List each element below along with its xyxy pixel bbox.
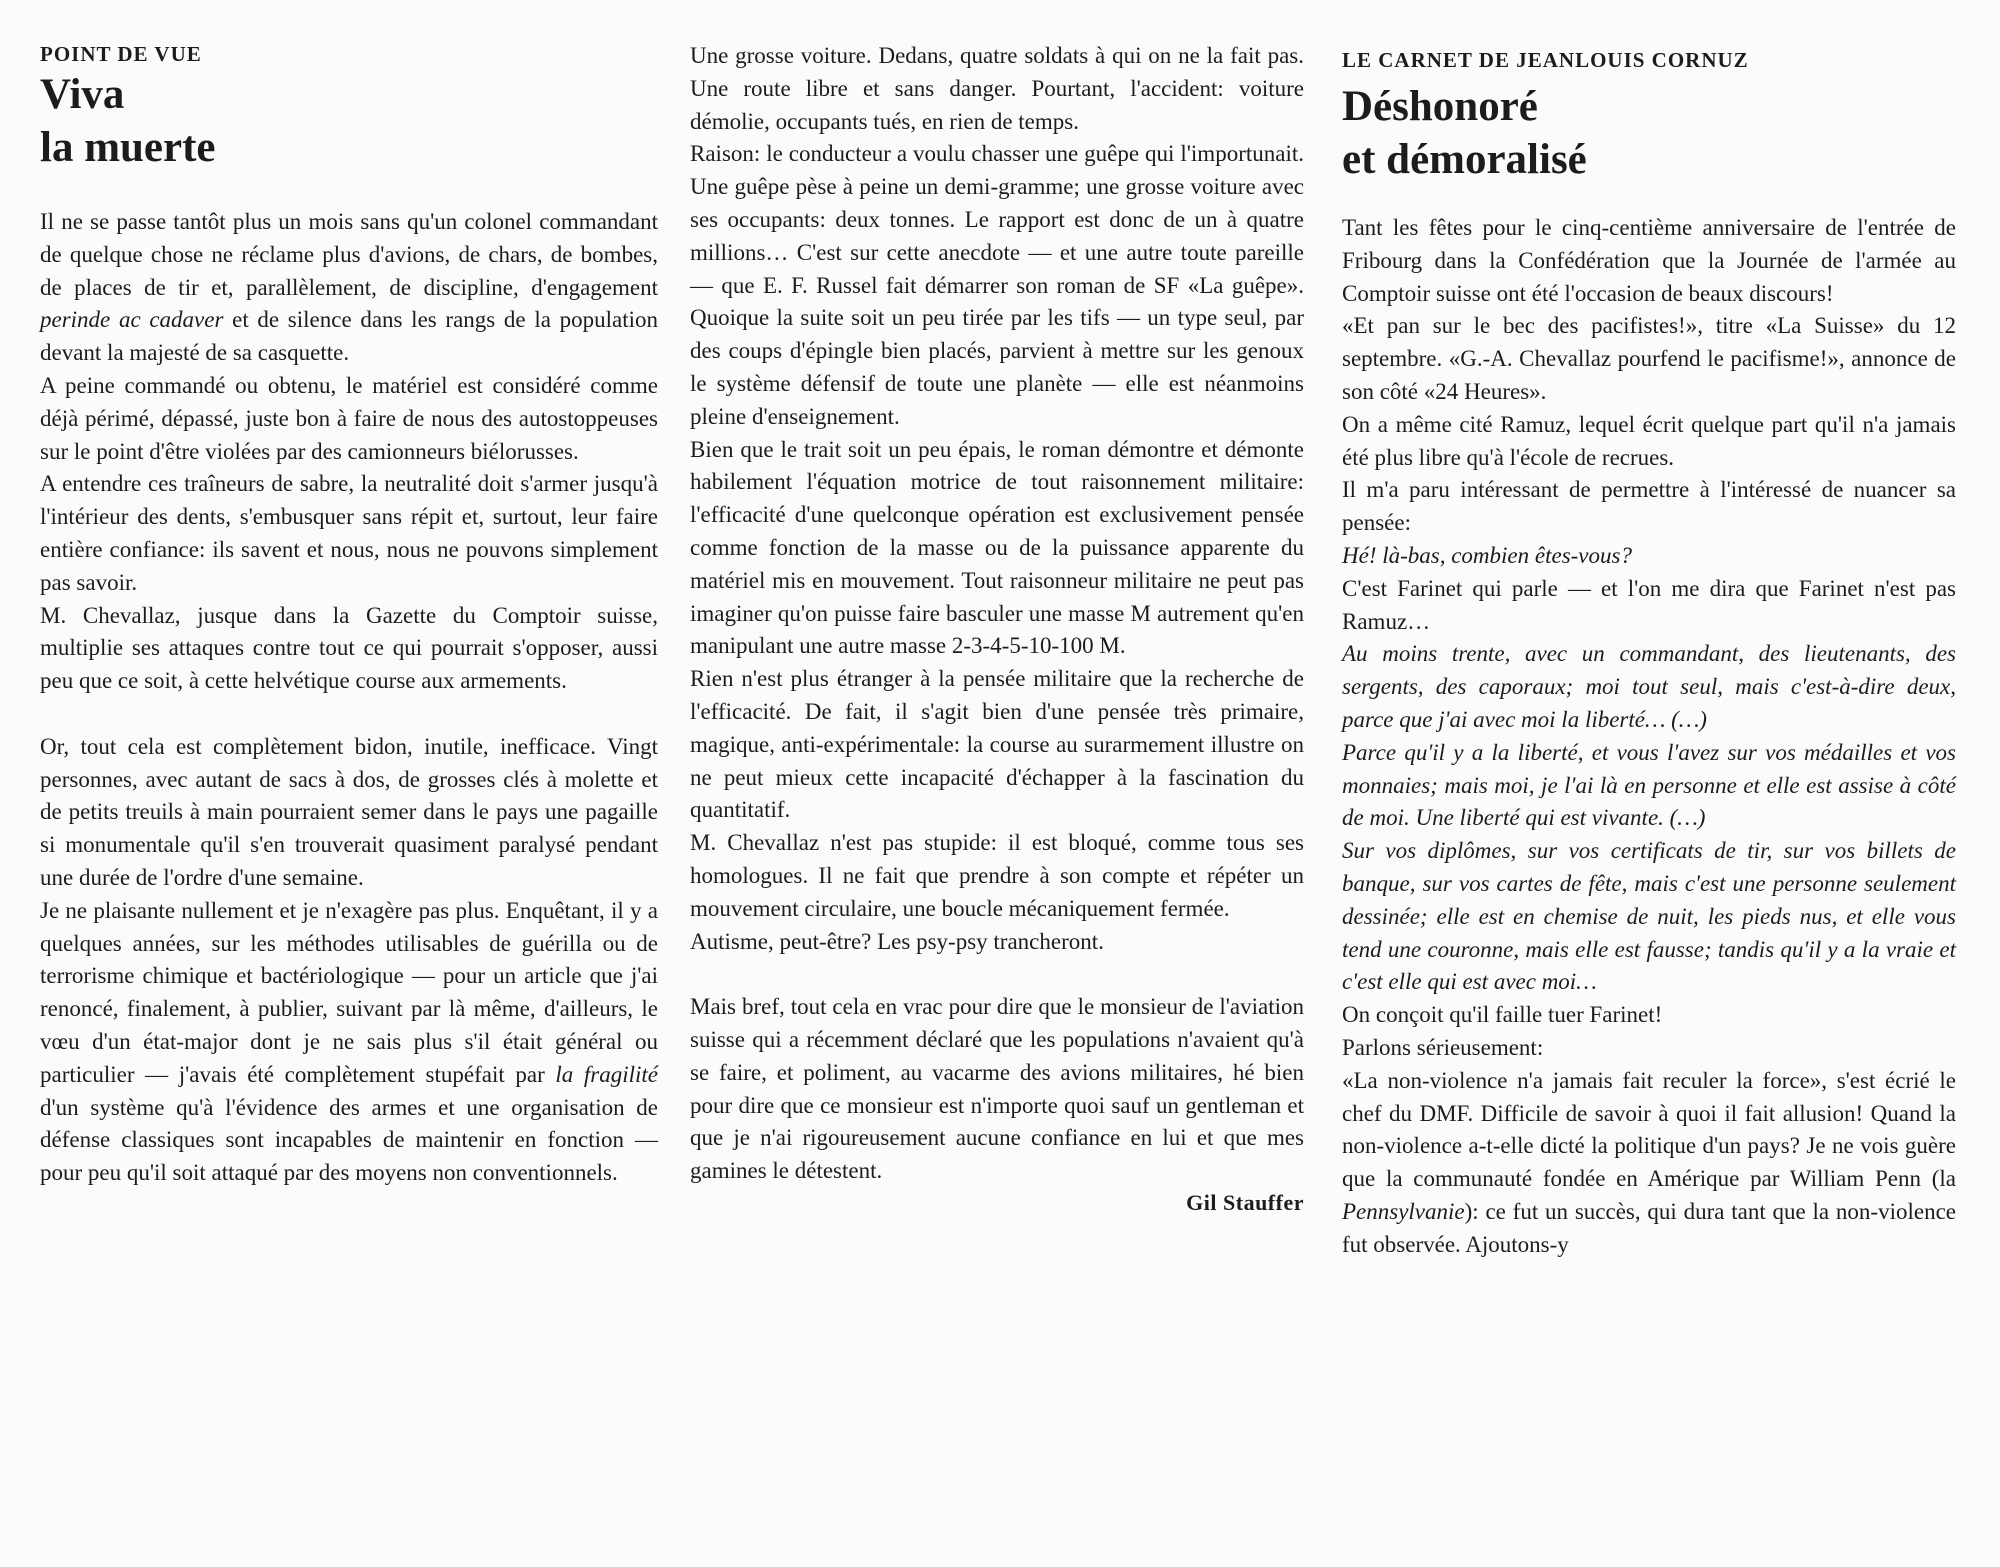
left-paragraph-1	[40, 206, 658, 370]
middle-paragraph-7: Mais bref, tout cela en vrac pour dire que le monsieur de l'aviation suisse qui a récemment déclaré que les populations n'avaient qu'à se faire, et poliment, au vacarme des avions militaires, hé bien pour dire que ce monsieur est n'importe quoi sauf un gentleman et que je n'ai rigoureusement aucune confiance en lui et que mes gamines le détestent.	[690, 994, 1304, 1184]
left-p1-italic: perinde ac cadaver	[40, 307, 224, 333]
right-paragraph-8	[1342, 1065, 1956, 1262]
right-headline-line1: Déshonoré	[1342, 83, 1538, 130]
right-paragraph-5: C'est Farinet qui parle — et l'on me dira que Farinet n'est pas Ramuz…	[1342, 575, 1956, 634]
right-paragraph-1: Tant les fêtes pour le cinq-centième anniversaire de l'entrée de Fribourg dans la Confédération que la Journée de l'armée au Comptoir suisse ont été l'occasion de beaux discours!	[1342, 215, 1956, 306]
middle-paragraph-3: Bien que le trait soit un peu épais, le roman démontre et démonte habilement l'équation motrice de tout raisonnement militaire: l'efficacité d'une quelconque opération est exclusivement pensée comme fonction de la masse ou de la puissance apparente du matériel mis en mouvement. Tout raisonneur militaire ne peut pas imaginer qu'on puisse faire basculer une masse M autrement qu'en manipulant une autre masse 2-3-4-5-10-100 M.	[690, 436, 1304, 659]
left-headline	[40, 68, 658, 174]
left-paragraph-5: Or, tout cela est complètement bidon, inutile, inefficace. Vingt personnes, avec autant de sacs à dos, de grosses clés à molette et de petits treuils à main pourraient semer dans le pays une pagaille si monumentale qu'il s'en trouverait quasiment paralysé pendant une durée de l'ordre d'une semaine.	[40, 733, 658, 890]
right-p8-italic: Pennsylvanie	[1342, 1198, 1465, 1224]
right-paragraph-6: On conçoit qu'il faille tuer Farinet!	[1342, 1002, 1663, 1028]
middle-paragraph-4: Rien n'est plus étranger à la pensée militaire que la recherche de l'efficacité. De fait, il s'agit bien d'une pensée très primaire, magique, anti-expérimentale: la course au surarmement illustre on ne peut mieux cette incapacité d'échapper à la fascination du quantitatif.	[690, 666, 1304, 823]
left-p1-after: et de silence dans les rangs de la population devant la majesté de sa casquette.	[40, 307, 658, 366]
right-paragraph-2: «Et pan sur le bec des pacifistes!», titre «La Suisse» du 12 septembre. «G.-A. Chevallaz pourfend le pacifisme!», annonce de son côté «24 Heures».	[1342, 313, 1956, 404]
left-p1-text: Il ne se passe tantôt plus un mois sans qu'un colonel commandant de quelque chose ne réclame plus d'avions, de chars, de bombes, de places de tir et, parallèlement, de discipline, d'engagement	[40, 209, 658, 300]
right-quote-2-text: Au moins trente, avec un commandant, des lieutenants, des sergents, des caporaux; moi tout seul, mais c'est-à-dire deux, parce que j'ai avec moi la liberté… (…)	[1342, 641, 1956, 732]
right-headline	[1342, 80, 1956, 186]
middle-paragraph-5: M. Chevallaz n'est pas stupide: il est bloqué, comme tous ses homologues. Il ne fait que prendre à son compte et répéter un mouvement circulaire, une boucle mécaniquement fermée.	[690, 830, 1304, 921]
middle-paragraph-6: Autisme, peut-être? Les psy-psy trancheront.	[690, 928, 1104, 954]
left-paragraph-6	[40, 895, 658, 1190]
right-quote-1-text: Hé! là-bas, combien êtes-vous?	[1342, 542, 1632, 568]
left-paragraph-2: A peine commandé ou obtenu, le matériel est considéré comme déjà périmé, dépassé, juste bon à faire de nous des autostoppeuses sur le point d'être violées par des camionneurs biélorusses.	[40, 372, 658, 464]
left-kicker: POINT DE VUE	[40, 42, 202, 66]
right-paragraph-4: Il m'a paru intéressant de permettre à l'intéressé de nuancer sa pensée:	[1342, 477, 1956, 536]
right-quote-3-text: Parce qu'il y a la liberté, et vous l'avez sur vos médailles et vos monnaies; mais moi, je l'ai là en personne et elle est assise à côté de moi. Une liberté qui est vivante. (…)	[1342, 739, 1956, 831]
left-paragraph-4: M. Chevallaz, jusque dans la Gazette du Comptoir suisse, multiplie ses attaques contre tout ce qui pourrait s'opposer, aussi peu que ce soit, à cette helvétique course aux armements.	[40, 602, 658, 694]
right-quote-4-text: Sur vos diplômes, sur vos certificats de tir, sur vos billets de banque, sur vos cartes de fête, mais c'est une personne seulement dessinée; elle est en chemise de nuit, les pieds nus, et elle vous tend une couronne, mais elle est fausse; tandis qu'il y a la vraie et c'est elle qui est avec moi…	[1342, 838, 1956, 995]
author-signature: Gil Stauffer	[1186, 1189, 1304, 1215]
right-p8-text: «La non-violence n'a jamais fait reculer la force», s'est écrié le chef du DMF. Difficile de savoir à quoi il fait allusion! Quand la non-violence a-t-elle dicté la politique d'un pays? Je ne vois guère que la communauté fondée en Amérique par William Penn (la	[1342, 1067, 1956, 1192]
right-quote-1	[1342, 540, 1956, 573]
middle-paragraph-1: Une grosse voiture. Dedans, quatre soldats à qui on ne la fait pas. Une route libre et sans danger. Pourtant, l'accident: voiture démolie, occupants tués, en rien de temps.	[690, 43, 1304, 134]
right-headline-line2: et démoralisé	[1342, 136, 1587, 183]
middle-paragraph-2: Raison: le conducteur a voulu chasser une guêpe qui l'importunait. Une guêpe pèse à peine un demi-gramme; une grosse voiture avec ses occupants: deux tonnes. Le rapport est donc de un à quatre millions… C'est sur cette anecdote — et une autre toute pareille — que E. F. Russel fait démarrer son roman de SF «La guêpe». Quoique la suite soit un peu tirée par les tifs — un type seul, par des coups d'épingle bien placés, parvient à mettre sur les genoux le système défensif de toute une planète — elle est néanmoins pleine d'enseignement.	[690, 141, 1304, 429]
right-quote-2	[1342, 638, 1956, 736]
left-headline-line2: la muerte	[40, 124, 216, 171]
left-p6-italic: la fragilité	[555, 1061, 659, 1087]
left-paragraph-3: A entendre ces traîneurs de sabre, la neutralité doit s'armer jusqu'à l'intérieur des dents, s'embusquer sans répit et, surtout, leur faire entière confiance: ils savent et nous, nous ne pouvons simplement pas savoir.	[40, 471, 658, 595]
right-p8-after: ): ce fut un succès, qui dura tant que la non-violence fut observée. Ajoutons-y	[1342, 1198, 1956, 1257]
middle-column	[690, 40, 1304, 1218]
right-paragraph-7: Parlons sérieusement:	[1342, 1034, 1544, 1060]
left-p6-text: Je ne plaisante nullement et je n'exagère pas plus. Enquêtant, il y a quelques années, sur les méthodes utilisables de guérilla ou de terrorisme chimique et bactériologique — pour un article que j'ai renoncé, finalement, à publier, suivant par là même, d'ailleurs, le vœu d'un état-major dont je ne sais plus s'il était général ou particulier — j'avais été complètement stupéfait par	[40, 897, 658, 1087]
left-headline-line1: Viva	[40, 71, 125, 118]
right-kicker: LE CARNET DE JEANLOUIS CORNUZ	[1342, 48, 1749, 72]
right-article	[1342, 40, 1956, 1262]
right-paragraph-3: On a même cité Ramuz, lequel écrit quelque part qu'il n'a jamais été plus libre qu'à l'école de recrues.	[1342, 411, 1956, 470]
right-quote-3	[1342, 737, 1956, 835]
right-quote-4	[1342, 835, 1956, 999]
left-article	[40, 40, 658, 1190]
left-p6-after: d'un système qu'à l'évidence des armes et une organisation de défense classiques sont incapables de maintenir en fonction — pour peu qu'il soit attaqué par des moyens non conventionnels.	[40, 1094, 658, 1186]
